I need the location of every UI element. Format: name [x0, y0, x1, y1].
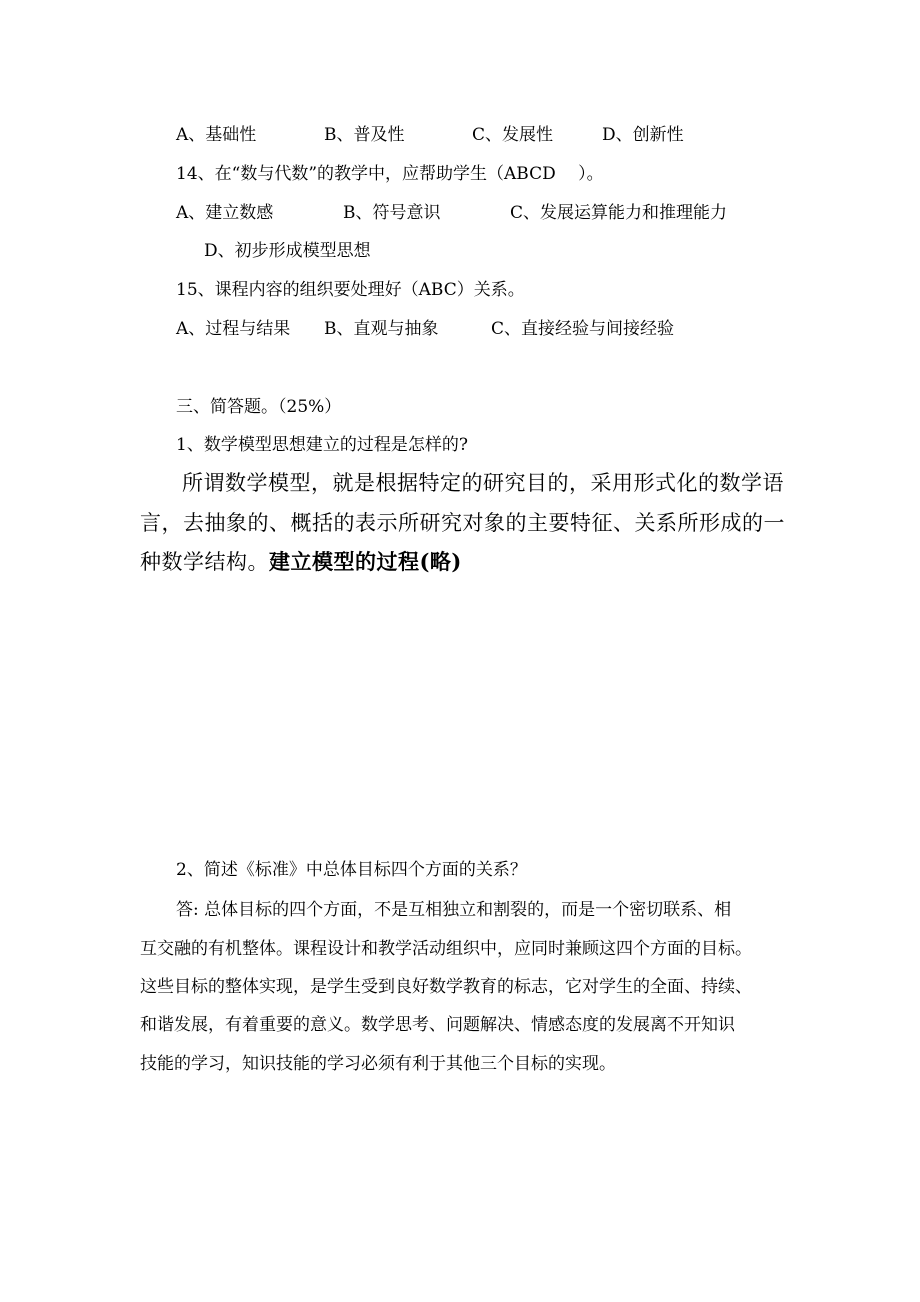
section-heading: 三、简答题。（25%） [176, 397, 342, 417]
q15-question: 15、课程内容的组织要处理好（ABC）关系。 [176, 280, 525, 300]
short-answer-q2: 2、简述《标准》中总体目标四个方面的关系？ [176, 860, 527, 880]
q2-answer-line-4: 和谐发展，有着重要的意义。数学思考、问题解决、情感态度的发展离不开知识 [140, 1015, 735, 1035]
q14-option-d: D、初步形成模型思想 [204, 241, 371, 261]
q1-answer-line-2: 言，去抽象的、概括的表示所研究对象的主要特征、关系所形成的一 [140, 511, 785, 535]
q1-answer-bold: 建立模型的过程(略) [269, 549, 462, 574]
q2-answer-line-5: 技能的学习，知识技能的学习必须有利于其他三个目标的实现。 [140, 1054, 616, 1074]
q15-option-b: B、直观与抽象 [324, 319, 439, 339]
q14-option-a: A、建立数感 [176, 203, 274, 223]
q2-answer-line-2: 互交融的有机整体。课程设计和教学活动组织中，应同时兼顾这四个方面的目标。 [140, 939, 752, 959]
q14-question: 14、在“数与代数”的教学中，应帮助学生（ABCD ）。 [176, 164, 604, 184]
q15-option-a: A、过程与结果 [176, 319, 291, 339]
q14-option-b: B、符号意识 [343, 203, 441, 223]
q13-option-a: A、基础性 [176, 125, 257, 145]
short-answer-q1: 1、数学模型思想建立的过程是怎样的? [176, 435, 468, 455]
q1-answer-line-3 [140, 549, 462, 575]
q1-answer-line-1: 所谓数学模型，就是根据特定的研究目的，采用形式化的数学语 [182, 471, 784, 495]
q13-option-d: D、创新性 [602, 125, 684, 145]
q2-answer-line-3: 这些目标的整体实现，是学生受到良好数学教育的标志，它对学生的全面、持续、 [140, 977, 752, 997]
q15-option-c: C、直接经验与间接经验 [491, 319, 675, 339]
q1-answer-text: 种数学结构。 [140, 550, 269, 574]
q2-answer-line-1: 答: 总体目标的四个方面，不是互相独立和割裂的，而是一个密切联系、相 [176, 900, 732, 920]
q13-option-b: B、普及性 [324, 125, 405, 145]
q13-option-c: C、发展性 [472, 125, 554, 145]
q14-option-c: C、发展运算能力和推理能力 [510, 203, 728, 223]
